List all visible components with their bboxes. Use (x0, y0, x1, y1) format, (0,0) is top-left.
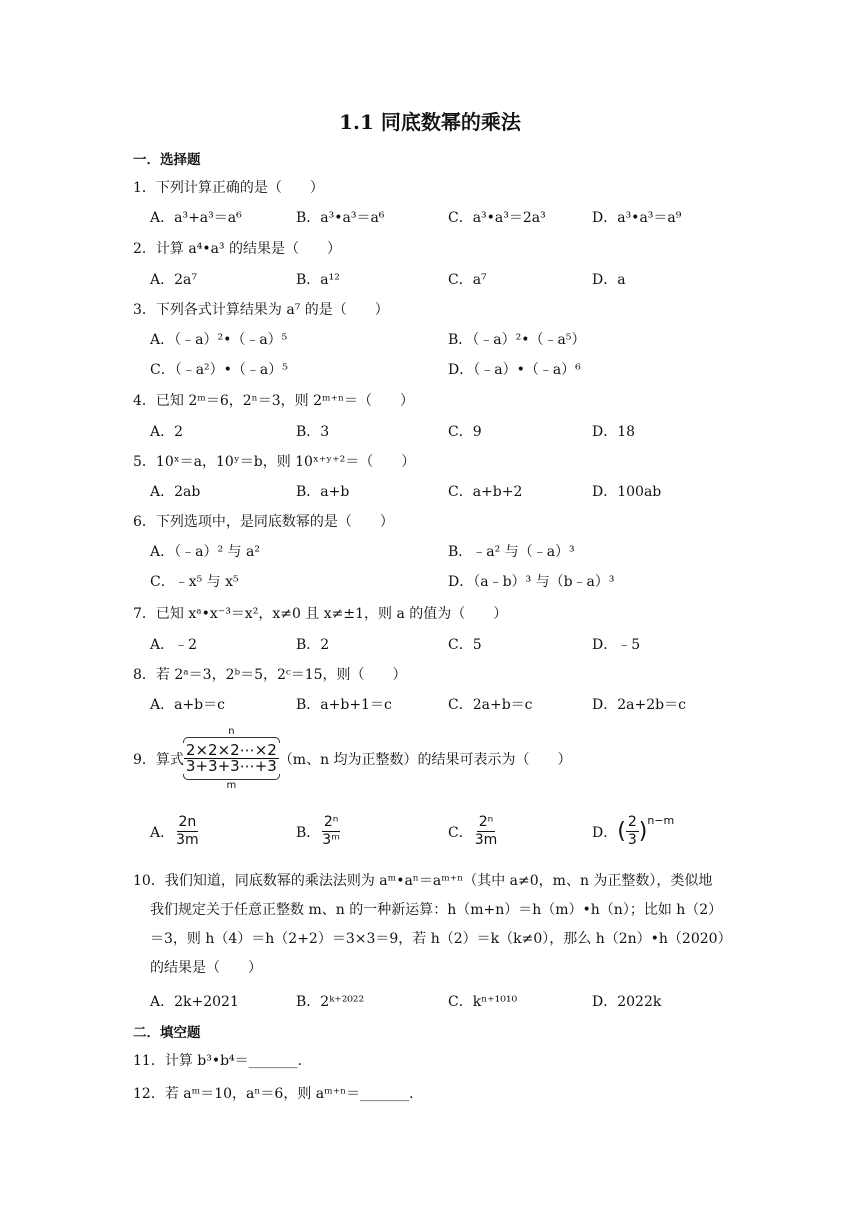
option-label: B． (296, 824, 321, 841)
question-7-option-c[interactable]: C．5 (448, 637, 482, 653)
question-10-option-a[interactable]: A．2k+2021 (150, 994, 239, 1010)
fraction-numerator: 2ⁿ (323, 814, 339, 830)
question-10-stem (133, 867, 733, 983)
question-1-option-c[interactable]: C．a³•a³＝2a³ (448, 210, 546, 226)
question-2-option-d[interactable]: D．a (592, 272, 626, 288)
option-label: D． (592, 824, 618, 841)
brace-bottom-label: m (226, 780, 237, 791)
question-9-option-d[interactable] (592, 814, 674, 849)
question-1-option-a[interactable]: A．a³+a³＝a⁶ (150, 210, 242, 226)
question-1-option-b[interactable]: B．a³•a³＝a⁶ (296, 210, 385, 226)
fraction-denominator: 3m (176, 832, 199, 848)
question-10-line: 10．我们知道，同底数幂的乘法法则为 aᵐ•aⁿ＝aᵐ⁺ⁿ（其中 a≠0，m、n 为正整数），类似地 (133, 873, 713, 889)
question-3-option-b[interactable]: B．（﹣a）²•（﹣a⁵） (448, 332, 586, 348)
option-label: C． (448, 824, 473, 841)
question-6-option-c[interactable]: C．﹣x⁵ 与 x⁵ (150, 574, 239, 590)
option-label: A． (150, 824, 175, 841)
question-4-option-a[interactable]: A．2 (150, 424, 184, 440)
question-8-stem: 8．若 2ᵃ＝3，2ᵇ＝5，2ᶜ＝15，则（ ） (133, 667, 407, 683)
question-2-option-c[interactable]: C．a⁷ (448, 272, 487, 288)
question-6-option-b[interactable]: B．﹣a² 与（﹣a）³ (448, 544, 575, 560)
fraction (626, 814, 639, 849)
question-5-option-a[interactable]: A．2ab (150, 484, 201, 500)
question-9-option-a[interactable] (150, 814, 201, 849)
exponent: n−m (647, 814, 675, 827)
fraction (473, 814, 500, 849)
question-9-option-b[interactable] (296, 814, 342, 849)
right-paren: ) (638, 819, 648, 844)
question-10-option-c[interactable]: C．kⁿ⁺¹⁰¹⁰ (448, 994, 518, 1010)
question-10-line: 我们规定关于任意正整数 m、n 的一种新运算：h（m+n）＝h（m）•h（n）；比如 h（2） (150, 902, 723, 918)
question-7-option-a[interactable]: A．﹣2 (150, 637, 198, 653)
question-9-option-c[interactable] (448, 814, 499, 849)
question-1-option-d[interactable]: D．a³•a³＝a⁹ (592, 210, 682, 226)
question-2-stem: 2．计算 a⁴•a³ 的结果是（ ） (133, 241, 341, 257)
brace-denominator: 3+3+3⋯+3 (185, 757, 277, 775)
brace-top-label: n (228, 726, 235, 737)
question-5-option-b[interactable]: B．a+b (296, 484, 350, 500)
fraction-numerator: 2ⁿ (478, 814, 494, 830)
fraction-numerator: 2n (178, 814, 197, 830)
question-4-option-b[interactable]: B．3 (296, 424, 330, 440)
page-title: 1.1 同底数幂的乘法 (339, 110, 521, 134)
question-3-stem: 3．下列各式计算结果为 a⁷ 的是（ ） (133, 302, 389, 318)
fraction-numerator: 2 (627, 814, 637, 830)
question-6-option-d[interactable]: D．（a﹣b）³ 与（b﹣a）³ (448, 574, 615, 590)
fraction-denominator: 3 (627, 832, 637, 848)
question-3-option-d[interactable]: D．（﹣a）•（﹣a）⁶ (448, 362, 581, 378)
question-7-option-d[interactable]: D．﹣5 (592, 637, 641, 653)
section-heading-choice: 一．选择题 (133, 152, 201, 168)
question-8-option-c[interactable]: C．2a+b＝c (448, 697, 533, 713)
fraction (320, 814, 342, 849)
question-4-option-c[interactable]: C．9 (448, 424, 482, 440)
question-10-option-b[interactable]: B．2ᵏ⁺²⁰²² (296, 994, 365, 1010)
question-8-option-b[interactable]: B．a+b+1＝c (296, 697, 392, 713)
section-heading-fill: 二．填空题 (133, 1025, 201, 1041)
question-5-stem: 5．10ˣ＝a，10ʸ＝b，则 10ˣ⁺ʸ⁺²＝（ ） (133, 454, 416, 470)
question-10-option-d[interactable]: D．2022k (592, 994, 662, 1010)
question-9-brace-expression (184, 726, 279, 791)
question-5-option-d[interactable]: D．100ab (592, 484, 662, 500)
question-9-stem-prefix: 9．算式 (133, 751, 184, 768)
question-6-option-a[interactable]: A．（﹣a）² 与 a² (150, 544, 260, 560)
question-5-option-c[interactable]: C．a+b+2 (448, 484, 523, 500)
question-2-option-a[interactable]: A．2a⁷ (150, 272, 197, 288)
question-4-stem: 4．已知 2ᵐ＝6，2ⁿ＝3，则 2ᵐ⁺ⁿ＝（ ） (133, 393, 415, 409)
question-10-line: ＝3，则 h（4）＝h（2+2）＝3×3＝9，若 h（2）＝k（k≠0），那么 h（2n）•h（2020） (150, 931, 732, 947)
question-7-option-b[interactable]: B．2 (296, 637, 330, 653)
question-7-stem: 7．已知 xᵃ•x⁻³＝x²，x≠0 且 x≠±1，则 a 的值为（ ） (133, 606, 508, 622)
question-6-stem: 6．下列选项中，是同底数幂的是（ ） (133, 514, 394, 530)
question-8-option-d[interactable]: D．2a+2b＝c (592, 697, 686, 713)
question-10-line: 的结果是（ ） (150, 960, 262, 976)
question-11-stem: 11．计算 b³•b⁴＝_______． (133, 1053, 312, 1069)
question-3-option-a[interactable]: A．（﹣a）²•（﹣a）⁵ (150, 332, 288, 348)
question-12-stem: 12．若 aᵐ＝10，aⁿ＝6，则 aᵐ⁺ⁿ＝_______． (133, 1086, 424, 1102)
question-1-stem: 1．下列计算正确的是（ ） (133, 180, 324, 196)
fraction-denominator: 3ᵐ (322, 832, 340, 848)
fraction (174, 814, 201, 849)
question-8-option-a[interactable]: A．a+b＝c (150, 697, 225, 713)
fraction-denominator: 3m (474, 832, 498, 848)
question-4-option-d[interactable]: D．18 (592, 424, 636, 440)
question-9-stem (133, 726, 572, 791)
question-3-option-c[interactable]: C．（﹣a²）•（﹣a）⁵ (150, 362, 288, 378)
question-9-stem-suffix: （m、n 均为正整数）的结果可表示为（ ） (278, 751, 572, 768)
question-2-option-b[interactable]: B．a¹² (296, 272, 340, 288)
left-paren: ( (617, 819, 626, 844)
brace-numerator: 2×2×2⋯×2 (185, 741, 277, 759)
